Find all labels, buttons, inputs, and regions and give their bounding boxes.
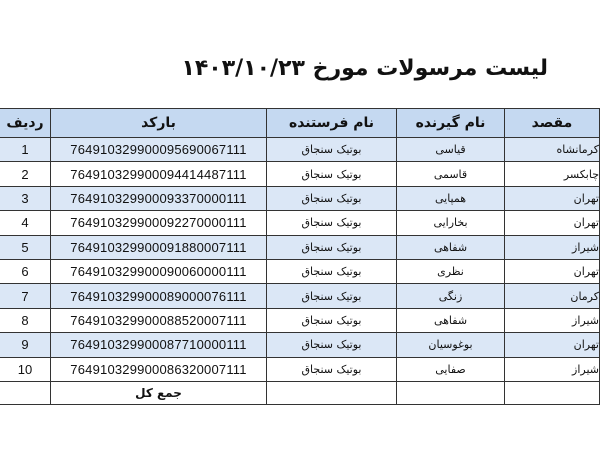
cell-receiver: همپایی [397, 186, 505, 210]
cell-sender: بوتیک سنجاق [267, 259, 397, 283]
cell-barcode: 764910329900089000076111 [51, 284, 267, 308]
header-sender: نام فرستنده [267, 109, 397, 138]
total-empty-cell [397, 381, 505, 404]
cell-row-number: 6 [0, 259, 51, 283]
table-row [0, 284, 600, 308]
cell-receiver: زنگی [397, 284, 505, 308]
cell-row-number: 2 [0, 162, 51, 186]
cell-destination: تهران [505, 211, 600, 235]
header-row-number: ردیف [0, 109, 51, 138]
cell-sender: بوتیک سنجاق [267, 162, 397, 186]
shipments-table [0, 108, 600, 405]
table-row [0, 235, 600, 259]
cell-sender: بوتیک سنجاق [267, 211, 397, 235]
cell-destination: تهران [505, 333, 600, 357]
cell-barcode: 764910329900090060000111 [51, 259, 267, 283]
cell-row-number: 5 [0, 235, 51, 259]
cell-barcode: 764910329900088520007111 [51, 308, 267, 332]
header-receiver: نام گیرنده [397, 109, 505, 138]
cell-barcode: 764910329900091880007111 [51, 235, 267, 259]
cell-destination: شیراز [505, 235, 600, 259]
cell-destination: تهران [505, 259, 600, 283]
cell-barcode: 764910329900095690067111 [51, 138, 267, 162]
table-row [0, 138, 600, 162]
cell-barcode: 764910329900094414487111 [51, 162, 267, 186]
total-empty-cell [0, 381, 51, 404]
cell-receiver: نظری [397, 259, 505, 283]
cell-sender: بوتیک سنجاق [267, 333, 397, 357]
cell-row-number: 1 [0, 138, 51, 162]
cell-destination: چابکسر [505, 162, 600, 186]
cell-barcode: 764910329900086320007111 [51, 357, 267, 381]
cell-receiver: قاسمی [397, 162, 505, 186]
total-label: جمع کل [51, 381, 267, 404]
cell-barcode: 764910329900093370000111 [51, 186, 267, 210]
table-row [0, 308, 600, 332]
cell-destination: تهران [505, 186, 600, 210]
header-destination: مقصد [505, 109, 600, 138]
cell-barcode: 764910329900092270000111 [51, 211, 267, 235]
table-header-row [0, 109, 600, 138]
cell-sender: بوتیک سنجاق [267, 284, 397, 308]
table-total-row [0, 381, 600, 404]
cell-barcode: 764910329900087710000111 [51, 333, 267, 357]
table-row [0, 357, 600, 381]
cell-receiver: قیاسی [397, 138, 505, 162]
header-barcode: بارکد [51, 109, 267, 138]
cell-receiver: شفاهی [397, 308, 505, 332]
total-empty-cell [505, 381, 600, 404]
cell-row-number: 4 [0, 211, 51, 235]
table-row [0, 211, 600, 235]
cell-receiver: بخارایی [397, 211, 505, 235]
total-empty-cell [267, 381, 397, 404]
cell-receiver: صفایی [397, 357, 505, 381]
cell-sender: بوتیک سنجاق [267, 186, 397, 210]
cell-row-number: 3 [0, 186, 51, 210]
cell-destination: کرمان [505, 284, 600, 308]
cell-receiver: شفاهی [397, 235, 505, 259]
table-row [0, 186, 600, 210]
table-row [0, 333, 600, 357]
cell-row-number: 7 [0, 284, 51, 308]
cell-row-number: 10 [0, 357, 51, 381]
cell-row-number: 9 [0, 333, 51, 357]
cell-sender: بوتیک سنجاق [267, 308, 397, 332]
cell-sender: بوتیک سنجاق [267, 138, 397, 162]
cell-sender: بوتیک سنجاق [267, 357, 397, 381]
cell-sender: بوتیک سنجاق [267, 235, 397, 259]
cell-destination: شیراز [505, 357, 600, 381]
table-row [0, 259, 600, 283]
cell-row-number: 8 [0, 308, 51, 332]
cell-destination: کرمانشاه [505, 138, 600, 162]
cell-destination: شیراز [505, 308, 600, 332]
cell-receiver: بوغوسیان [397, 333, 505, 357]
page-title: لیست مرسولات مورخ ۱۴۰۳/۱۰/۲۳ [181, 56, 548, 81]
table-row [0, 162, 600, 186]
